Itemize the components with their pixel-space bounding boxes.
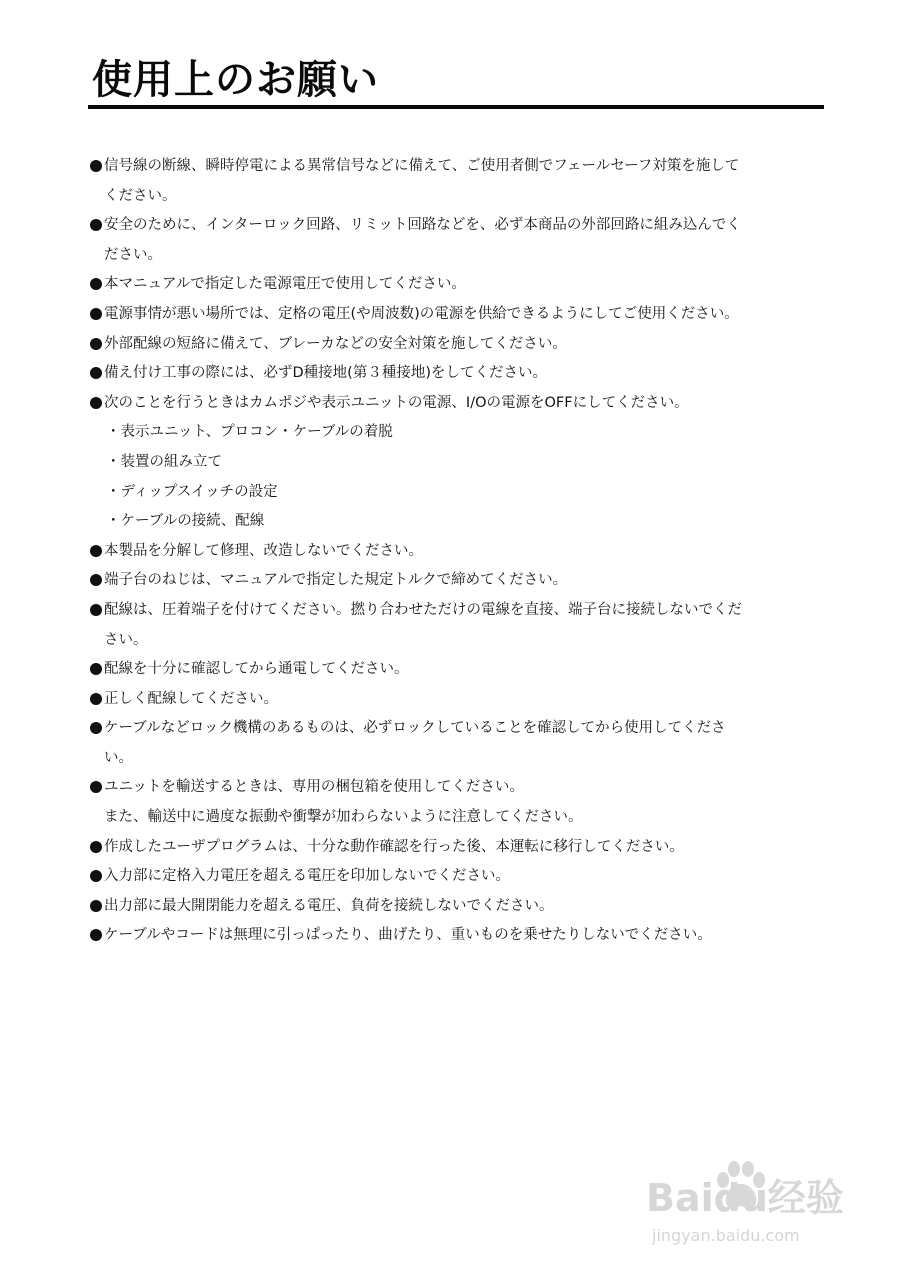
note-continuation: さい。 — [104, 631, 148, 648]
note-item — [90, 389, 830, 537]
bullet-icon — [90, 929, 102, 941]
note-first-line — [90, 152, 830, 182]
bullet-icon — [90, 722, 102, 734]
note-text: 正しく配線してください。 — [104, 690, 278, 707]
precautions-list — [90, 152, 830, 951]
bullet-icon — [90, 841, 102, 853]
note-item — [90, 862, 830, 892]
note-text: 作成したユーザプログラムは、十分な動作確認を行った後、本運転に移行してください。 — [104, 838, 684, 855]
note-first-line — [90, 714, 830, 744]
note-text: 本マニュアルで指定した電源電圧で使用してください。 — [104, 276, 466, 293]
note-first-line — [90, 596, 830, 626]
note-first-line — [90, 685, 830, 715]
bullet-icon — [90, 338, 102, 350]
note-item — [90, 892, 830, 922]
note-item — [90, 330, 830, 360]
note-first-line — [90, 862, 830, 892]
note-item — [90, 566, 830, 596]
title-divider — [88, 105, 824, 109]
note-text: 入力部に定格入力電圧を超える電圧を印加しないでください。 — [104, 868, 510, 885]
sub-item-list — [90, 418, 830, 536]
bullet-icon — [90, 574, 102, 586]
note-item — [90, 655, 830, 685]
watermark-brand: Baidu经验 — [646, 1176, 844, 1220]
bullet-icon — [90, 397, 102, 409]
bullet-icon — [90, 367, 102, 379]
note-item — [90, 152, 830, 211]
sub-item: ・ディップスイッチの設定 — [106, 483, 278, 500]
note-item — [90, 596, 830, 655]
note-text: 出力部に最大開閉能力を超える電圧、負荷を接続しないでください。 — [104, 897, 554, 914]
sub-item: ・表示ユニット、プロコン・ケーブルの着脱 — [106, 424, 393, 441]
note-first-line — [90, 833, 830, 863]
note-item — [90, 300, 830, 330]
note-item — [90, 537, 830, 567]
note-text: 安全のために、インターロック回路、リミット回路などを、必ず本商品の外部回路に組み込んでく — [104, 217, 741, 234]
sub-item: ・ケーブルの接続、配線 — [106, 513, 265, 530]
bullet-icon — [90, 781, 102, 793]
note-first-line — [90, 330, 830, 360]
note-text: 配線を十分に確認してから通電してください。 — [104, 661, 409, 678]
note-item — [90, 714, 830, 773]
bullet-icon — [90, 278, 102, 290]
note-text: ユニットを輸送するときは、専用の梱包箱を使用してください。 — [104, 779, 524, 796]
note-first-line — [90, 537, 830, 567]
note-first-line — [90, 211, 830, 241]
bullet-icon — [90, 870, 102, 882]
bullet-icon — [90, 160, 102, 172]
note-item — [90, 921, 830, 951]
note-first-line — [90, 773, 830, 803]
note-text: 端子台のねじは、マニュアルで指定した規定トルクで締めてください。 — [104, 572, 568, 589]
note-item — [90, 211, 830, 270]
note-first-line — [90, 566, 830, 596]
note-item — [90, 359, 830, 389]
watermark — [646, 1160, 846, 1256]
note-item — [90, 833, 830, 863]
note-first-line — [90, 270, 830, 300]
note-text: 次のことを行うときはカムポジや表示ユニットの電源、I/Oの電源をOFFにしてください。 — [104, 394, 689, 411]
note-text: ケーブルなどロック機構のあるものは、必ずロックしていることを確認してから使用してくださ — [104, 720, 726, 737]
note-continuation: ください。 — [104, 187, 177, 204]
note-text: 信号線の断線、瞬時停電による異常信号などに備えて、ご使用者側でフェールセーフ対策を施して — [104, 158, 740, 174]
bullet-icon — [90, 663, 102, 675]
note-continuation: ださい。 — [104, 246, 162, 263]
bullet-icon — [90, 545, 102, 557]
note-item — [90, 773, 830, 832]
note-text: ケーブルやコードは無理に引っぱったり、曲げたり、重いものを乗せたりしないでください。 — [104, 927, 712, 944]
note-text: 配線は、圧着端子を付けてください。撚り合わせただけの電線を直接、端子台に接続しないでくだ — [104, 601, 742, 618]
bullet-icon — [90, 308, 102, 320]
note-item — [90, 685, 830, 715]
note-text: 本製品を分解して修理、改造しないでください。 — [104, 542, 423, 559]
note-continuation: また、輸送中に過度な振動や衝撃が加わらないように注意してください。 — [104, 809, 583, 826]
note-first-line — [90, 892, 830, 922]
bullet-icon — [90, 900, 102, 912]
note-first-line — [90, 359, 830, 389]
note-first-line — [90, 300, 830, 330]
bullet-icon — [90, 693, 102, 705]
note-continuation: い。 — [104, 749, 133, 766]
note-first-line — [90, 921, 830, 951]
watermark-url: jingyan.baidu.com — [652, 1226, 800, 1245]
note-text: 電源事情が悪い場所では、定格の電圧(や周波数)の電源を供給できるようにしてご使用ください。 — [104, 305, 739, 322]
note-text: 外部配線の短絡に備えて、ブレーカなどの安全対策を施してください。 — [104, 335, 567, 352]
note-item — [90, 270, 830, 300]
note-first-line — [90, 389, 830, 419]
bullet-icon — [90, 219, 102, 231]
sub-item: ・装置の組み立て — [106, 453, 222, 470]
bullet-icon — [90, 604, 102, 616]
page-title: 使用上のお願い — [92, 57, 379, 103]
note-first-line — [90, 655, 830, 685]
note-text: 備え付け工事の際には、必ずD種接地(第３種接地)をしてください。 — [104, 365, 547, 382]
